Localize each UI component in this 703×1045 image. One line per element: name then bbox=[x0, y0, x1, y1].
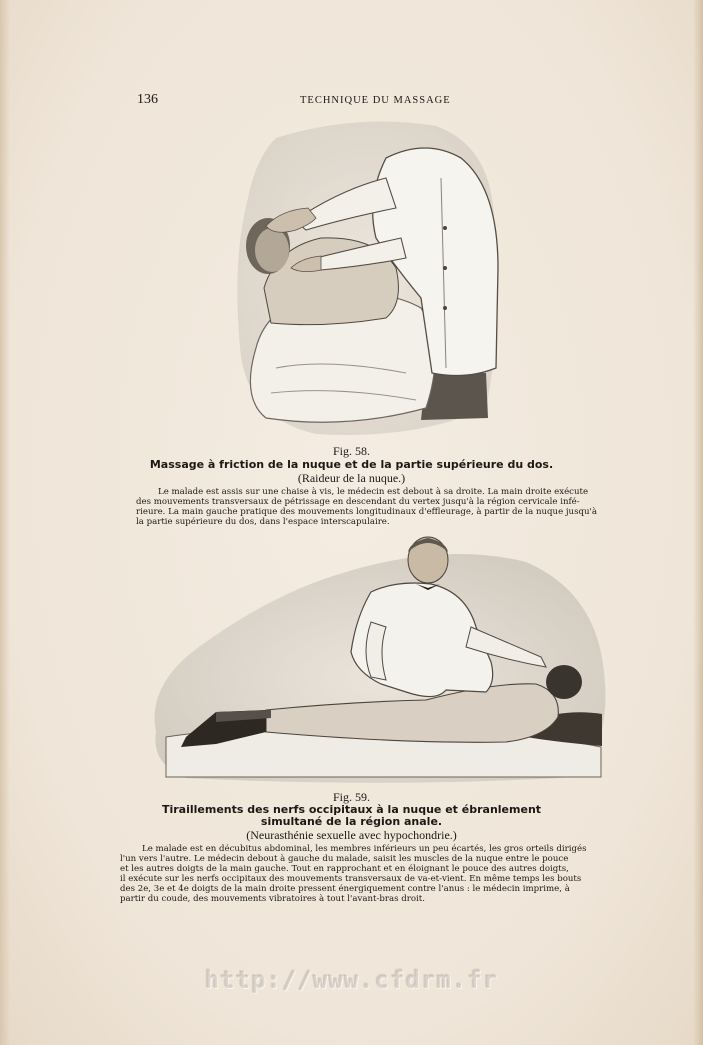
page-left-edge bbox=[0, 0, 10, 1045]
text-line: l'un vers l'autre. Le médecin debout à gauche du malade, saisit les muscles de la nuque entre le pouce bbox=[120, 854, 569, 864]
text-line: il exécute sur les nerfs occipitaux des mouvements transversaux de va-et-vient. En même temps les bouts bbox=[120, 874, 582, 884]
text-line: des mouvements transversaux de pétrissage en descendant du vertex jusqu'à la région cervicale infé- bbox=[136, 497, 580, 507]
figure-59-subtitle: (Neurasthénie sexuelle avec hypochondrie.) bbox=[246, 828, 457, 842]
page-number: 136 bbox=[137, 92, 158, 107]
text-line: la partie supérieure du dos, dans l'espace interscapulaire. bbox=[136, 517, 390, 527]
watermark: http://www.cfdrm.fr bbox=[204, 966, 499, 994]
figure-59-description bbox=[120, 844, 600, 904]
page-right-edge bbox=[693, 0, 703, 1045]
figure-58-illustration bbox=[236, 118, 506, 440]
figure-58-subtitle: (Raideur de la nuque.) bbox=[297, 471, 406, 485]
text-line: des 2e, 3e et 4e doigts de la main droite pressent énergiquement contre l'anus : le médecin imprime, à bbox=[120, 884, 570, 894]
text-line: partir du coude, des mouvements vibratoires à tout l'avant-bras droit. bbox=[120, 894, 425, 904]
figure-59-illustration bbox=[146, 532, 612, 784]
figure-58-label: Fig. 58. bbox=[332, 444, 370, 458]
figure-58-description bbox=[136, 487, 598, 527]
text-line: Le malade est en décubitus abdominal, les membres inférieurs un peu écartés, les gros orteils dirigés bbox=[142, 844, 587, 854]
text-line: Le malade est assis sur une chaise à vis, le médecin est debout à sa droite. La main droite exécute bbox=[158, 487, 589, 497]
figure-58-title: Massage à friction de la nuque et de la partie supérieure du dos. bbox=[149, 458, 554, 471]
figure-59-title-line-2: simultané de la région anale. bbox=[260, 815, 443, 828]
running-head: TECHNIQUE DU MASSAGE bbox=[300, 95, 451, 106]
text-line: et les autres doigts de la main gauche. Tout en rapprochant et en éloignant le pouce des autres doigts, bbox=[120, 864, 569, 874]
figure-59-label: Fig. 59. bbox=[332, 790, 370, 804]
figure-59-title-line-1: Tiraillements des nerfs occipitaux à la nuque et ébranlement bbox=[161, 803, 542, 816]
text-line: rieure. La main gauche pratique des mouvements longitudinaux d'effleurage, à partir de la nuque jusqu'à bbox=[136, 507, 598, 517]
